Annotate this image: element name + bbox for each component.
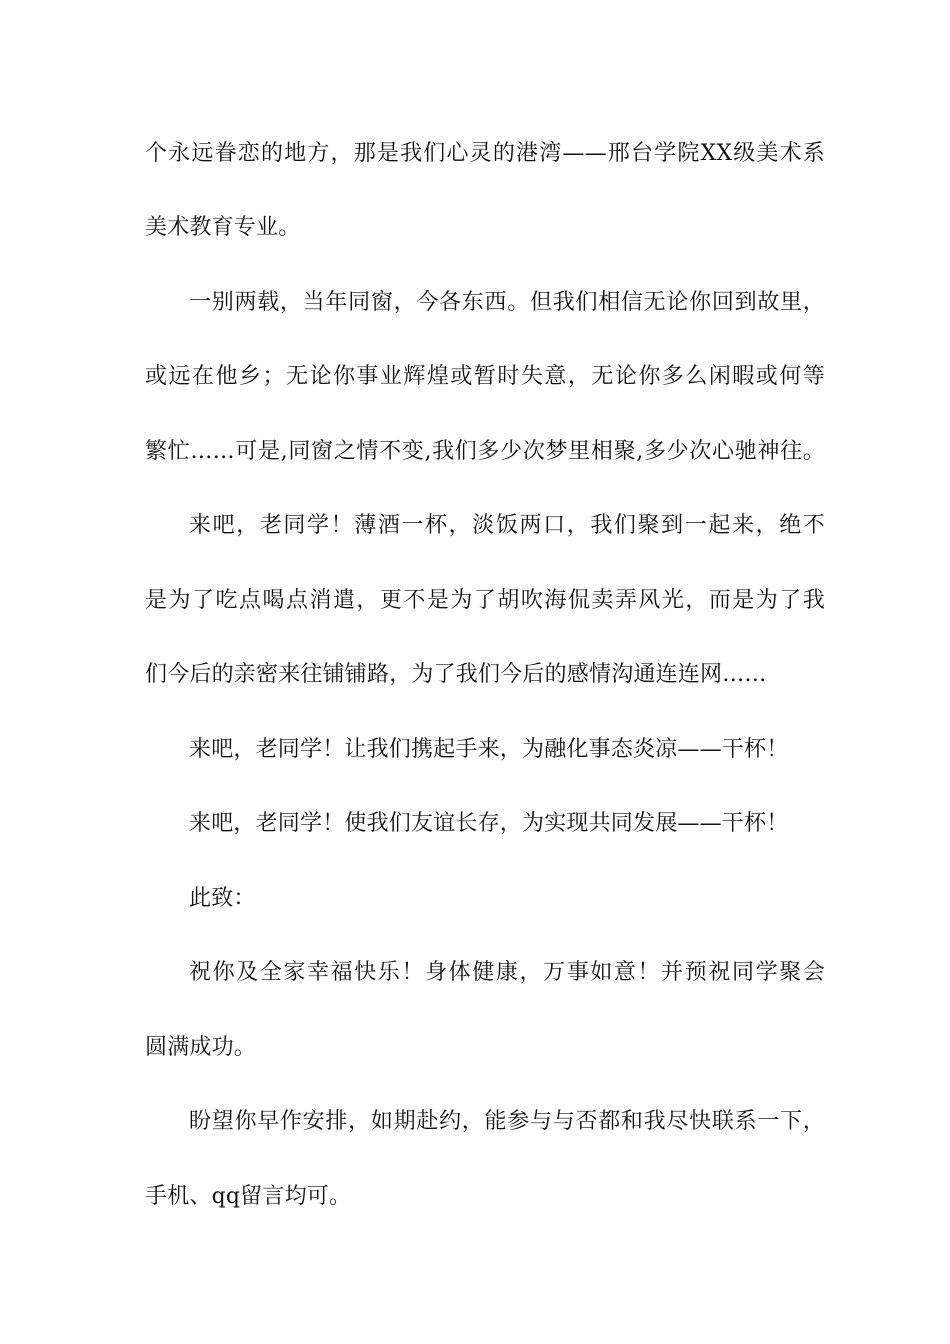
- paragraph-line: 个永远眷恋的地方，那是我们心灵的港湾——邢台学院XX级美术系: [145, 141, 825, 166]
- paragraph-line: 或远在他乡；无论你事业辉煌或暂时失意，无论你多么闲暇或何等: [145, 364, 825, 389]
- paragraph-line: 来吧，老同学！薄酒一杯，淡饭两口，我们聚到一起来，绝不: [189, 513, 825, 538]
- paragraph-line: 是为了吃点喝点消遣，更不是为了胡吹海侃卖弄风光，而是为了我: [145, 588, 825, 613]
- paragraph-line: 祝你及全家幸福快乐！身体健康，万事如意！并预祝同学聚会: [189, 960, 825, 985]
- paragraph-line: 美术教育专业。: [145, 215, 301, 240]
- paragraph-line: 盼望你早作安排，如期赴约，能参与与否都和我尽快联系一下，: [189, 1109, 825, 1134]
- paragraph-line: 手机、qq留言均可。: [145, 1184, 352, 1209]
- paragraph-line: 此致：: [189, 886, 256, 911]
- paragraph-line: 来吧，老同学！使我们友谊长存，为实现共同发展——干杯！: [189, 811, 789, 836]
- paragraph-line: 一别两载，当年同窗，今各东西。但我们相信无论你回到故里，: [189, 290, 825, 315]
- paragraph-line: 圆满成功。: [145, 1035, 257, 1060]
- paragraph-line: 来吧，老同学！让我们携起手来，为融化事态炎凉——干杯！: [189, 737, 789, 762]
- paragraph-line: 繁忙……可是,同窗之情不变,我们多少次梦里相聚,多少次心驰神往。: [145, 439, 825, 464]
- paragraph-line: 们今后的亲密来往铺铺路，为了我们今后的感情沟通连连网……: [145, 662, 767, 687]
